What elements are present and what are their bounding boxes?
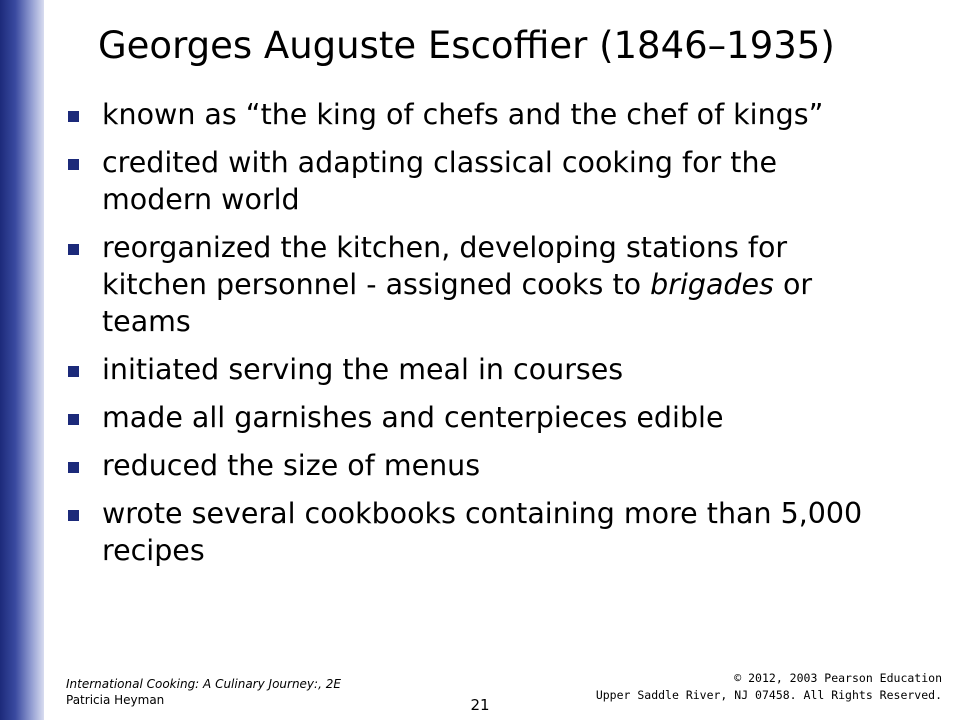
square-bullet-icon bbox=[68, 462, 79, 473]
bullet-text: known as “the king of chefs and the chef of kings” bbox=[102, 98, 824, 131]
list-item bbox=[66, 229, 886, 340]
list-item bbox=[66, 144, 886, 218]
list-item bbox=[66, 447, 886, 484]
list-item bbox=[66, 96, 886, 133]
bullet-text: or teams bbox=[102, 268, 813, 338]
list-item bbox=[66, 399, 886, 436]
bullet-text: reduced the size of menus bbox=[102, 449, 481, 482]
publisher-address: Upper Saddle River, NJ 07458. All Rights Reserved. bbox=[595, 688, 942, 702]
footer-copyright bbox=[596, 670, 942, 704]
bullet-text-emphasis: brigades bbox=[650, 268, 774, 301]
bullet-text: wrote several cookbooks containing more than 5,000 recipes bbox=[102, 497, 863, 567]
copyright-line: © 2012, 2003 Pearson Education bbox=[734, 671, 942, 685]
footer-book-info bbox=[66, 676, 341, 708]
slide-title: Georges Auguste Escoffier (1846–1935) bbox=[98, 24, 835, 67]
bullet-text: made all garnishes and centerpieces edible bbox=[102, 401, 724, 434]
list-item bbox=[66, 495, 886, 569]
footer-author: Patricia Heyman bbox=[66, 693, 165, 707]
square-bullet-icon bbox=[68, 510, 79, 521]
bullet-text: initiated serving the meal in courses bbox=[102, 353, 624, 386]
square-bullet-icon bbox=[68, 366, 79, 377]
square-bullet-icon bbox=[68, 111, 79, 122]
square-bullet-icon bbox=[68, 159, 79, 170]
square-bullet-icon bbox=[68, 244, 79, 255]
page-number: 21 bbox=[470, 696, 490, 714]
decorative-side-band bbox=[0, 0, 44, 720]
bullet-text: credited with adapting classical cooking for the modern world bbox=[102, 146, 778, 216]
square-bullet-icon bbox=[68, 414, 79, 425]
bullet-list bbox=[66, 96, 886, 580]
list-item bbox=[66, 351, 886, 388]
bullet-text: reorganized the kitchen, developing stations for kitchen personnel - assigned cooks to bbox=[102, 231, 788, 301]
footer-book-title: International Cooking: A Culinary Journey:, 2E bbox=[66, 677, 341, 691]
